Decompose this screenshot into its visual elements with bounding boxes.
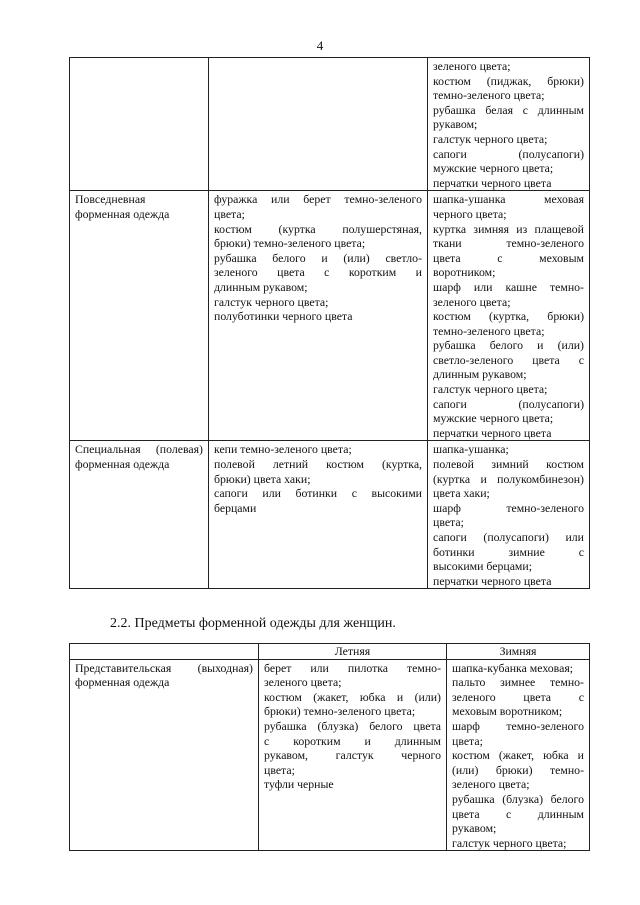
item-line: берцами [214, 500, 257, 515]
item-line: костюм (жакет, юбка и [452, 748, 584, 763]
item-line: длинным рукавом; [214, 279, 308, 294]
item-line: рукавом; [452, 821, 497, 836]
item-line: шапка-кубанка меховая; [452, 660, 574, 675]
item-line: сапоги или ботинки с высокими [214, 486, 422, 501]
summer-items-cell [209, 191, 428, 441]
item-line: сапоги (полусапоги) или [433, 530, 584, 544]
category-cell: Специальная (полевая) форменная одежда [70, 441, 209, 589]
table-row [70, 659, 590, 851]
table-row [70, 441, 590, 589]
item-line: меховым воротником; [452, 704, 563, 719]
item-line: туфли черные [264, 777, 334, 792]
item-line: полуботинки черного цвета [214, 309, 353, 324]
summer-items-cell [259, 659, 447, 851]
item-line: темно-зеленого цвета; [433, 323, 545, 338]
item-line: брюки) темно-зеленого цвета; [214, 236, 366, 251]
item-line: цвета хаки; [433, 486, 490, 501]
item-line: длинным рукавом; [433, 367, 527, 382]
page-number: 4 [316, 38, 324, 53]
item-line: черного цвета; [433, 206, 507, 221]
item-line: темно-зеленого цвета; [433, 88, 545, 103]
item-line: ткани темно-зеленого [433, 236, 584, 251]
item-line: костюм (куртка полушерстяная, [214, 221, 422, 236]
item-line: шарф темно-зеленого [452, 718, 584, 733]
item-line: мужские черного цвета; [433, 411, 554, 426]
item-line: полевой зимний костюм [433, 457, 584, 472]
item-line: зеленого цвета; [264, 675, 342, 690]
item-line: рубашка белого и (или) светло- [214, 250, 422, 265]
item-line: костюм (куртка, брюки) [433, 309, 584, 324]
item-line: цвета; [433, 515, 464, 530]
item-line: зеленого цвета; [452, 777, 530, 792]
category-cell [70, 58, 209, 191]
item-line: берет или пилотка темно- [264, 660, 441, 675]
item-line: пальто зимнее темно- [452, 675, 584, 690]
item-line: мужские черного цвета; [433, 161, 554, 176]
item-line: рукавом; [433, 117, 478, 132]
item-line: фуражка или берет темно-зеленого [214, 192, 422, 207]
winter-items-cell [447, 659, 590, 851]
column-header-winter: Зимняя [447, 644, 590, 660]
item-line: рукавом, галстук черного [264, 748, 441, 763]
item-line: рубашка (блузка) белого [452, 791, 584, 806]
item-line: галстук черного цвета; [433, 131, 548, 146]
table-row [70, 191, 590, 441]
item-line: шарф темно-зеленого [433, 500, 584, 515]
item-line: зеленого цвета; [433, 59, 511, 73]
item-line: цвета; [452, 733, 483, 748]
item-line: цвета; [214, 206, 245, 221]
item-line: ботинки зимние с [433, 544, 584, 559]
item-line: полевой летний костюм (куртка, [214, 457, 422, 472]
item-line: цвета с меховым [433, 250, 584, 265]
item-line: воротником; [433, 265, 496, 280]
item-line: с коротким и длинным [264, 733, 441, 748]
section-heading: 2.2. Предметы форменной одежды для женщин. [110, 616, 396, 631]
item-line: сапоги (полусапоги) [433, 146, 584, 161]
winter-items-cell [428, 441, 590, 589]
item-line: костюм (пиджак, брюки) [433, 73, 584, 88]
category-cell: Повседневная форменная одежда [70, 191, 209, 441]
table-row [70, 58, 590, 191]
item-line: куртка зимняя из плащевой [433, 221, 584, 236]
item-line: костюм (жакет, юбка и (или) [264, 689, 441, 704]
category-cell: Представительская (выходная) форменная одежда [70, 659, 259, 851]
item-line: галстук черного цвета; [214, 294, 329, 309]
item-line: перчатки черного цвета [433, 573, 552, 588]
item-line: цвета; [264, 762, 295, 777]
item-line: галстук черного цвета; [452, 835, 567, 850]
item-line: шапка-ушанка; [433, 442, 509, 457]
summer-items-cell [209, 441, 428, 589]
item-line: перчатки черного цвета [433, 175, 552, 190]
item-line: кепи темно-зеленого цвета; [214, 442, 352, 457]
item-line: зеленого цвета; [433, 294, 511, 309]
item-line: шарф или кашне темно- [433, 279, 584, 294]
item-line: светло-зеленого цвета с [433, 352, 584, 367]
item-line: брюки) темно-зеленого цвета; [264, 704, 416, 719]
women-uniform-table [69, 643, 590, 851]
winter-items-cell [428, 58, 590, 191]
item-line: рубашка белая с длинным [433, 102, 584, 117]
column-header-summer: Летняя [259, 644, 447, 660]
item-line: зеленого цвета с [452, 689, 584, 704]
item-line: брюки) цвета хаки; [214, 471, 311, 486]
summer-items-cell [209, 58, 428, 191]
item-line: высокими берцами; [433, 559, 532, 574]
item-line: рубашка белого и (или) [433, 338, 584, 353]
item-line: цвета с длинным [452, 806, 584, 821]
item-line: шапка-ушанка меховая [433, 192, 584, 207]
header-row [70, 644, 590, 660]
winter-items-cell [428, 191, 590, 441]
item-line: сапоги (полусапоги) [433, 396, 584, 411]
item-line: зеленого цвета с коротким и [214, 265, 422, 280]
item-line: рубашка (блузка) белого цвета [264, 718, 441, 733]
item-line: (куртка и полукомбинезон) [433, 471, 584, 486]
item-line: (или) брюки) темно- [452, 762, 584, 777]
item-line: галстук черного цвета; [433, 382, 548, 397]
men-uniform-table [69, 57, 590, 589]
column-header-category [70, 644, 259, 660]
item-line: перчатки черного цвета [433, 425, 552, 440]
